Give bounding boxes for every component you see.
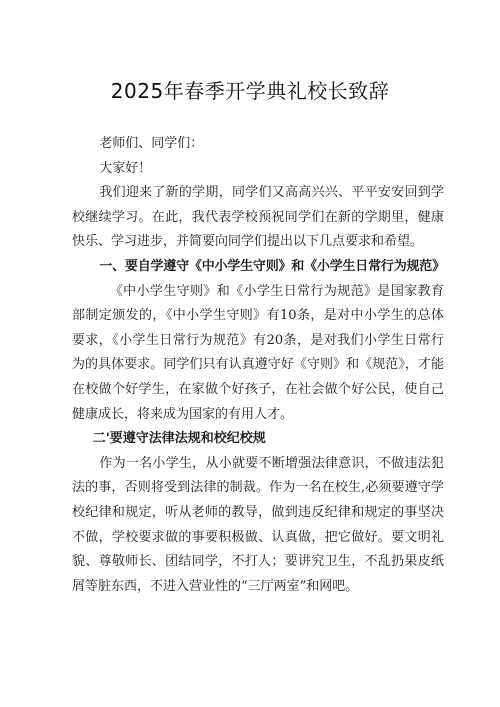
salutation: 老师们、同学们：: [99, 136, 204, 151]
section-2-heading: 二'要遵守法律法规和校纪校规: [92, 431, 266, 447]
section-1-heading: 一、要自学遵守《中小学生守则》和《小学生日常行为规范》: [99, 258, 445, 274]
greeting: 大家好！: [99, 160, 152, 176]
document-title: 2025年春季开学典礼校长致辞: [110, 79, 390, 103]
document-body: [72, 132, 444, 599]
section-1-paragraph: 《中小学生守则》和《小学生日常行为规范》是国家教育部制定颁发的，《中小学生守则》有10条，是对中小学生的总体要求，《小学生日常行为规范》有20条，是对我们小学生日常行为的具体要求。同学们只有认真遵守好《守则》和《规范》，才能在校做个好学生，在家做个好孩子，在社会做个好公民，使自己健康成长，将来成为国家的有用人才。: [72, 283, 444, 422]
intro-paragraph: 我们迎来了新的学期，同学们又高高兴兴、平平安安回到学校继续学习。在此，我代表学校预祝同学们在新的学期里，健康快乐、学习进步，并简要向同学们提出以下几点要求和希望。: [72, 185, 444, 250]
section-2-paragraph: 作为一名小学生，从小就要不断增强法律意识，不做违法犯法的事，否则将受到法律的制裁。作为一名在校生,必须要遵守学校纪律和规定，听从老师的教导，做到违反纪律和规定的事坚决不做，学校要求做的事要积极做、认真做，把它做好。要文明礼貌、尊敬师长、团结同学，不打人；要讲究卫生，不乱扔果皮纸屑等脏东西，不进入营业性的“三厅两室”和网吧。: [72, 455, 444, 594]
